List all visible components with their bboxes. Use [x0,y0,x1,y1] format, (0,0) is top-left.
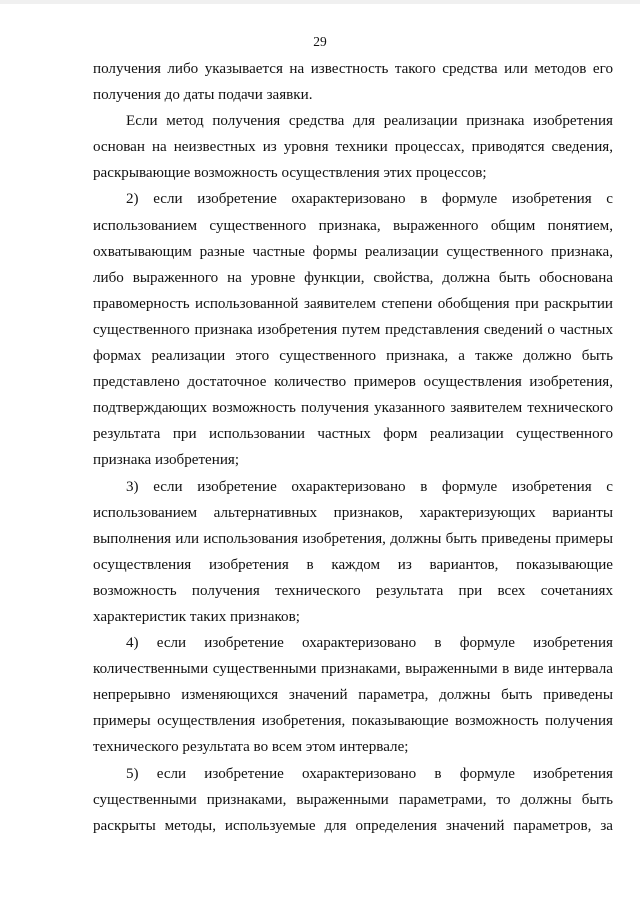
text-line: раскрыты методы, используемые для определения значений параметров, за [93,817,613,834]
page-number: 29 [313,34,327,49]
paragraph [93,474,613,631]
text-line: правомерность использованной заявителем степени обобщения при раскрытии [93,295,613,312]
text-line: формах реализации этого существенного признака, а также должно быть [93,348,613,365]
text-line: существенного признака изобретения путем представления сведений о частных [93,321,613,338]
text-line: охватывающим разные частные формы реализации существенного признака, [93,243,613,260]
document-body [93,56,613,839]
text-line: Если метод получения средства для реализации признака изобретения [126,113,613,130]
text-line: использованием существенного признака, выраженного общим понятием, [93,217,613,234]
text-line: либо выраженного на уровне функции, свойства, должна быть обоснована [93,269,613,286]
text-line: примеры осуществления изобретения, показывающие возможность получения [93,713,613,730]
text-line: количественными существенными признаками, выраженными в виде интервала [93,661,613,678]
text-line: непрерывно изменяющихся значений параметра, должны быть приведены [93,687,613,704]
paragraph [93,56,613,108]
paragraph [93,761,613,839]
text-line: получения либо указывается на известность такого средства или методов его [93,61,613,77]
text-line: раскрывающие возможность осуществления этих процессов; [93,165,487,182]
paragraph [93,186,613,473]
text-line: 5) если изобретение охарактеризовано в формуле изобретения [126,765,613,782]
text-line: существенными признаками, выраженными параметрами, то должны быть [93,791,613,808]
paragraph [93,108,613,186]
text-line: осуществления изобретения в каждом из вариантов, показывающие [93,556,613,573]
text-line: использованием альтернативных признаков, характеризующих варианты [93,504,613,521]
text-line: получения до даты подачи заявки. [93,87,313,104]
text-line: 3) если изобретение охарактеризовано в формуле изобретения с [126,478,613,495]
text-line: подтверждающих возможность получения указанного заявителем технического [93,400,613,417]
text-line: основан на неизвестных из уровня техники процессах, приводятся сведения, [93,139,613,156]
text-line: характеристик таких признаков; [93,608,300,625]
text-line: представлено достаточное количество примеров осуществления изобретения, [93,374,613,391]
text-line: технического результата во всем этом интервале; [93,739,409,756]
page-top-edge [0,0,640,4]
text-line: 2) если изобретение охарактеризовано в формуле изобретения с [126,191,613,208]
text-line: результата при использовании частных форм реализации существенного [93,426,613,443]
paragraph [93,630,613,760]
text-line: возможность получения технического результата при всех сочетаниях [93,582,613,599]
text-line: признака изобретения; [93,452,240,469]
text-line: 4) если изобретение охарактеризовано в формуле изобретения [126,635,613,652]
text-line: выполнения или использования изобретения, должны быть приведены примеры [93,530,613,547]
